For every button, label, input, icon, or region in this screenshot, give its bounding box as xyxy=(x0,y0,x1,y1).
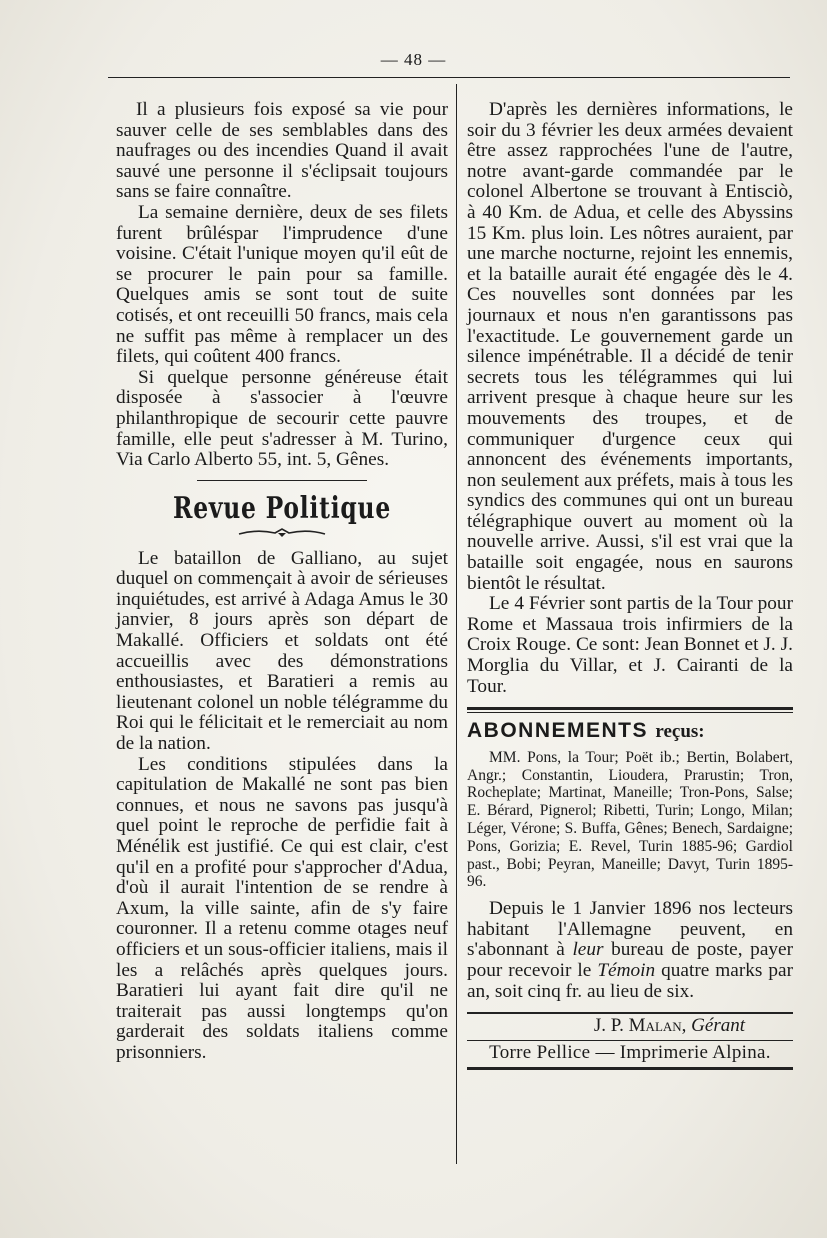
ornament-flourish xyxy=(237,527,327,539)
article-paragraph: D'après les dernières informations, le soir du 3 février les deux armées devaient être assez rapprochées l'une de l'autre, notre avant-garde commandée par le colonel Albertone se trouvant à Entisciò, à 40 Km. de Adua, et celle des Abyssins 15 Km. plus loin. Les nôtres auraient, par une marche nocturne, rejoint les ennemis, et la bataille aurait été engagée dès le 4. Ces nouvelles sont données par les journaux et nous n'en garantissons pas l'exactitude. Le gouvernement garde un silence impénétrable. Il a décidé de tenir secrets tous les télégrammes qui lui arrivent presque à chaque heure sur les mouvements des troupes, et de communiquer d'urgence ceux qui annoncent des événements importants, non seulement aux préfets, mais à tous les syndics des communes qui ont un bureau télégraphique ouvert au moment où la nouvelle arrive. Aussi, s'il est vrai que la bataille soit engagée, nous en saurons bientôt le résultat. xyxy=(467,99,793,594)
subscriptions-title: ABONNEMENTS xyxy=(467,719,649,743)
notice-emphasis: leur xyxy=(572,939,604,961)
manager-line xyxy=(467,1016,793,1037)
article-paragraph: Il a plusieurs fois exposé sa vie pour sauver celle de ses semblables dans des naufrages ou des incendies Quand il avait sauvé une personne il s'éclipsait toujours sans se faire connaître. xyxy=(116,99,448,203)
left-column xyxy=(116,100,448,1064)
article-paragraph: Le 4 Février sont partis de la Tour pour Rome et Massaua trois infirmiers de la Croix Rouge. Ce sont: Jean Bonnet et J. J. Morglia du Villar, et J. Cairanti de la Tour. xyxy=(467,593,793,697)
article-paragraph: Les conditions stipulées dans la capitulation de Makallé ne sont pas bien connues, et nous ne savons pas jusqu'à quel point le reproche de perfidie fait à Ménélik est justifié. Ce qui est clair, c'est qu'il en a profité pour s'approcher d'Adua, d'où il aurait l'intention de se rendre à Axum, la ville sainte, afin de s'y faire couronner. Il a retenu comme otages neuf officiers et un sous-officier italiens, mais il les a relâchés après quelques jours. Baratieri lui ayant fait dire qu'il ne traiterait pas aussi longtemps qu'on garderait des soldats italiens comme prisonniers. xyxy=(116,753,448,1063)
subscribers-list: MM. Pons, la Tour; Poët ib.; Bertin, Bolabert, Angr.; Constantin, Lioudera, Prarustin; Tron, Rocheplate; Martinat, Maneille; Tron-Pons, Salse; E. Bérard, Pignerol; Ribetti, Turin; Longo, Milan; Léger, Vérone; S. Buffa, Gênes; Benech, Sardaigne; Pons, Gorizia; E. Revel, Turin 1885-96; Gardiol past., Bobi; Peyran, Maneille; Davyt, Turin 1895-96. xyxy=(467,748,793,891)
manager-role: Gérant xyxy=(691,1015,745,1037)
printer-line: Torre Pellice — Imprimerie Alpina. xyxy=(489,1041,771,1063)
newspaper-name: Témoin xyxy=(597,959,656,981)
notice-text: bureau de poste, payer pour recevoir le xyxy=(467,939,793,981)
section-separator xyxy=(467,707,793,713)
section-heading: Revue Politique xyxy=(172,490,391,526)
section-separator xyxy=(197,480,367,481)
article-paragraph: La semaine dernière, deux de ses filets furent brûléspar l'imprudence d'une voisine. C'était l'unique moyen qu'il eût de se procurer le pain pour sa famille. Quelques amis se sont tout de suite cotisés, et ont receuilli 50 francs, mais cela ne suffit pas même à remplacer un des filets, qui coûtent 400 francs. xyxy=(116,201,448,368)
header-rule xyxy=(108,77,790,78)
footer-rule xyxy=(467,1012,793,1014)
notice-text: quatre marks par an, soit cinq fr. au lieu de six. xyxy=(467,959,793,1002)
page-number: — 48 — xyxy=(380,50,447,69)
footer-rule xyxy=(467,1067,793,1070)
column-divider xyxy=(456,84,457,1164)
subscriptions-received: reçus: xyxy=(655,721,705,743)
article-paragraph xyxy=(467,899,793,1002)
footer-rule xyxy=(467,1040,793,1041)
right-column xyxy=(467,100,793,1070)
article-paragraph: Si quelque personne généreuse était disposée à s'associer à l'œuvre philanthropique de secourir cette pauvre famille, elle peut s'adresser à M. Turino, Via Carlo Alberto 55, int. 5, Gênes. xyxy=(116,366,448,471)
subscriptions-heading xyxy=(467,721,793,743)
article-paragraph: Le bataillon de Galliano, au sujet duquel on commençait à avoir de sérieuses inquiétudes, est arrivé à Adaga Amus le 30 janvier, 8 jours après son départ de Makallé. Officiers et soldats ont été accueillis avec des démonstrations enthousiastes, et Baratieri a remis au lieutenant colonel un noble télégramme du Roi qui le félicitait et le remerciait au nom de la nation. xyxy=(116,547,448,755)
notice-text: Depuis le 1 Janvier 1896 nos lecteurs habitant l'Allemagne peuvent, en s'abonnant à xyxy=(467,898,793,961)
manager-name: J. P. Malan, xyxy=(593,1015,687,1037)
